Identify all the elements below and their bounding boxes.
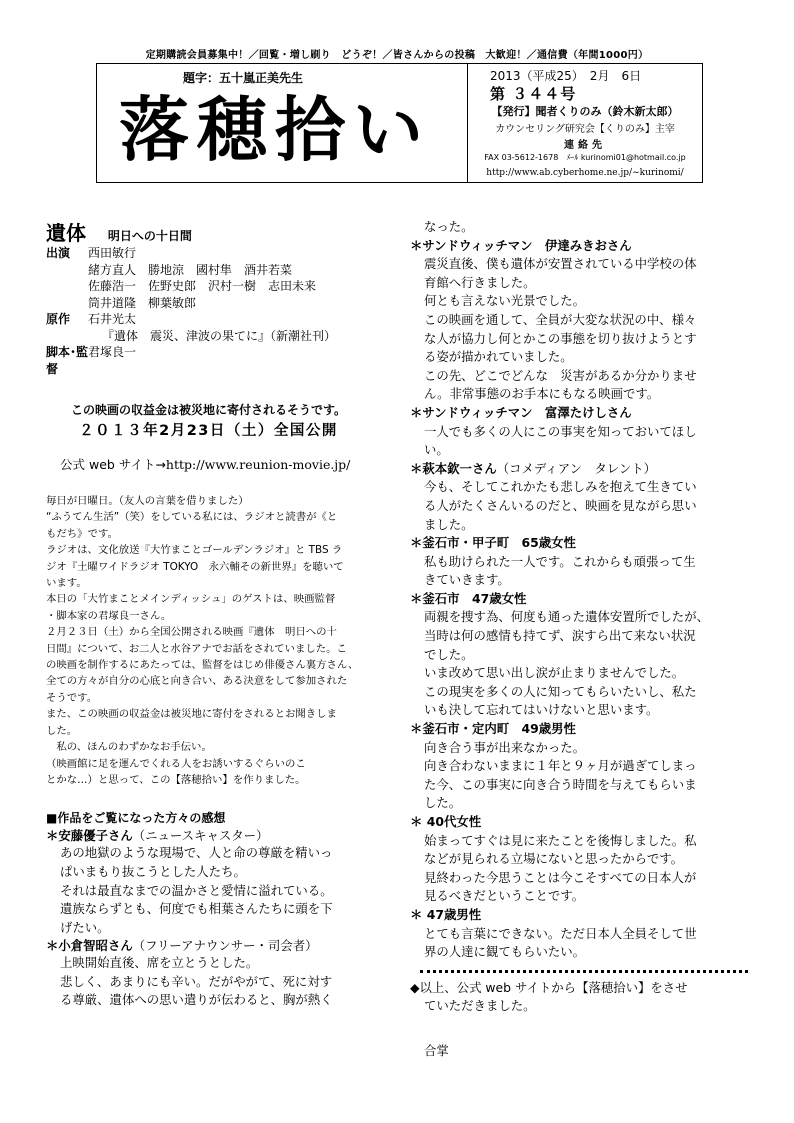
body-line: した。 — [46, 724, 78, 737]
review-line: い。 — [424, 442, 449, 458]
body-line: そうです。 — [46, 691, 98, 704]
review-line: 私も助けられた一人です。これからも頑張って生 — [424, 553, 696, 569]
review-line: 震災直後、僕も遺体が安置されている中学校の体 — [424, 256, 697, 272]
credit-value: 君塚良一 — [88, 345, 137, 359]
body-line: “ふうてん生活”（笑）をしている私には、ラジオと読書が《と — [46, 511, 338, 524]
body-line: （映画館に足を運んでくれる人をお誘いするぐらいのこ — [46, 757, 306, 770]
credits — [46, 245, 371, 377]
credit-row — [46, 344, 371, 377]
masthead-info-panel — [468, 64, 702, 182]
reviewer-role: （ニュースキャスター） — [132, 828, 269, 844]
reviewer-label: ＊釜石市・定内町 49歳男性 — [410, 721, 576, 737]
section-heading: ■作品をご覧になった方々の感想 — [46, 811, 226, 826]
credit-value: 筒井道隆 柳葉敏郎 — [88, 295, 197, 310]
review-line: などが見られる立場にないと思ったからです。 — [424, 851, 684, 867]
reviewer-label: ＊萩本欽一さん — [410, 460, 497, 476]
review-line: きていきます。 — [424, 572, 510, 588]
credit-key — [46, 295, 88, 312]
review-line: 一人でも多くの人にこの事実を知っておいてほし — [424, 423, 697, 439]
masthead — [96, 63, 703, 183]
reviewer-name — [410, 813, 750, 832]
credit-value: 緒方直人 勝地涼 國村隼 酒井若菜 — [88, 262, 293, 277]
dotted-divider — [420, 970, 748, 973]
review-line: いも決して忘れてはいけないと思います。 — [424, 702, 659, 718]
fax-email: FAX 03-5612-1678 ﾒｰﾙ kurinomi01@hotmail.co.jp — [484, 153, 686, 162]
review-line: この先、どこでどんな 災害があるか分かりませ — [424, 367, 697, 383]
body-line: 私の、ほんのわずかなお手伝い。 — [46, 741, 212, 754]
credit-row — [46, 295, 371, 312]
review-line: 悲しく、あまりにも辛い。だがやがて、死に対す — [60, 973, 333, 989]
credit-row — [46, 278, 371, 295]
official-site-url[interactable]: http://www.reunion-movie.jp/ — [165, 457, 351, 472]
body-line: 日間』について、お二人と水谷アナでお話をされていました。こ — [46, 642, 347, 655]
body-line: ラジオは、文化放送『大竹まことゴールデンラジオ』と TBS ラ — [46, 544, 343, 557]
reviewer-name — [410, 404, 750, 423]
newsletter-logo: 落穂拾い — [119, 88, 431, 171]
reviewer-label: ＊安藤優子さん — [46, 828, 133, 844]
body-line: もだち》です。 — [46, 527, 118, 540]
left-reviews — [46, 827, 371, 1010]
review-line: な人が協力し何とかこの事態を切り抜けようとす — [424, 330, 697, 346]
reviewer-name — [410, 720, 750, 739]
review-line: 今も、そしてこれかたも悲しみを抱えて生きてい — [424, 479, 697, 495]
review-line: した。 — [424, 795, 462, 811]
review-line: た今、この事実に向き合う時間を与えてもらいま — [424, 776, 697, 792]
review-line: それは最直なまでの温かさと愛情に溢れている。 — [60, 882, 333, 898]
issue-date: 2013（平成25） 2月 6日 — [490, 69, 642, 83]
body-line: とかな…）と思って、この【落穂拾い】を作りました。 — [46, 773, 306, 786]
publisher: 【発行】聞者くりのみ（鈴木新太郎） — [491, 105, 679, 118]
body-line: ジオ『土曜ワイドラジオ TOKYO 永六輔その新世界』を聴いて — [46, 560, 344, 573]
credit-key: 原作 — [46, 312, 71, 326]
reviewer-role: （フリーアナウンサー・司会者） — [132, 938, 318, 954]
credit-row — [46, 328, 371, 345]
review-line: 向き合わないままに１年と９ヶ月が過ぎてしまっ — [424, 758, 697, 774]
organization: カウンセリング研究会【くりのみ】主宰 — [495, 124, 675, 135]
reviewer-label: ＊ 47歳男性 — [410, 906, 482, 922]
review-line: 何とも言えない光景でした。 — [424, 293, 586, 309]
review-line: 上映開始直後、席を立とうとした。 — [60, 955, 259, 971]
credit-value: 西田敏行 — [88, 246, 137, 260]
review-line: この現実を多くの人に知ってもらいたいし、私た — [424, 683, 697, 699]
credit-row — [46, 262, 371, 279]
credit-row — [46, 245, 371, 262]
reviewer-label: ＊小倉智昭さん — [46, 938, 133, 954]
review-line: る人がたくさんいるのだと、映画を見ながら思い — [424, 497, 697, 513]
review-line: る尊厳、遺体への思い遣りが伝わると、胸が熱く — [60, 992, 333, 1008]
reviewer-name — [410, 460, 750, 479]
credit-value: 佐藤浩一 佐野史郎 沢村一樹 志田未来 — [88, 279, 317, 293]
closing-note — [410, 979, 750, 1016]
review-line: 両親を捜す為、何度も通った遺体安置所でしたが、 — [424, 609, 709, 625]
left-column — [46, 221, 371, 1010]
review-line: 当時は何の感情も持てず、涙すら出て来ない状況 — [424, 628, 696, 644]
review-line: この映画を通して、全員が大変な状況の中、様々 — [424, 311, 697, 327]
body-line: います。 — [46, 577, 87, 590]
masthead-logo-panel — [97, 64, 468, 182]
right-reviews — [410, 237, 750, 962]
sign-off: 合掌 — [424, 1042, 449, 1058]
review-line: げたい。 — [60, 919, 110, 935]
reviewer-label: ＊釜石市 47歳女性 — [410, 590, 527, 606]
official-site-label: 公式 web サイト→ — [60, 457, 166, 472]
review-line: 始まってすぐは見に来たことを後悔しました。私 — [424, 832, 697, 848]
reviewer-name — [410, 534, 750, 553]
right-column — [410, 218, 750, 1061]
article-subtitle: 明日への十日間 — [107, 229, 192, 243]
reviewer-name — [410, 590, 750, 609]
closing-line: ◆以上、公式 web サイトから【落穂拾い】をさせ — [410, 979, 688, 995]
credit-key — [46, 278, 88, 295]
official-site-line — [46, 456, 371, 473]
issue-number: 第 ３４４号 — [490, 85, 577, 103]
review-line: 遺族ならずとも、何度でも相葉さんたちに頭を下 — [60, 901, 333, 917]
credit-key — [46, 328, 88, 345]
review-line: る姿が描かれていました。 — [424, 349, 573, 365]
title-calligrapher: 題字：五十嵐正美先生 — [183, 71, 304, 85]
donation-notice: この映画の収益金は被災地に寄付されるそうです。 — [70, 403, 347, 417]
credit-key: 脚本･監督 — [46, 345, 89, 376]
review-line: 見終わった今思うことは今こそすべての日本人が — [424, 869, 697, 885]
reviewer-label: ＊ 40代女性 — [410, 814, 482, 829]
subscription-note: 定期購読会員募集中！／回覧・増し刷り どうぞ！／皆さんからの投稿 大歓迎！／通信費（年間1000円） — [145, 50, 649, 61]
body-line: ２月２３日（土）から全国公開される映画『遺体 明日への十 — [46, 626, 337, 639]
credit-key — [46, 262, 88, 279]
review-line: でした。 — [424, 646, 474, 662]
review-line: 育館へ行きました。 — [424, 274, 536, 290]
review-line: 向き合う事が出来なかった。 — [424, 739, 586, 755]
review-line: ました。 — [424, 516, 474, 532]
reviewer-label: ＊サンドウィッチマン 富澤たけしさん — [410, 404, 632, 420]
reviewer-name — [46, 937, 371, 954]
reviewer-label: ＊釜石市・甲子町 65歳女性 — [410, 535, 576, 551]
article-body — [46, 493, 371, 788]
reviewer-name — [410, 906, 750, 925]
article-title: 遺体 — [46, 221, 86, 245]
body-line: 本日の「大竹まことメインディッシュ」のゲストは、映画監督 — [46, 593, 336, 606]
body-line: の映画を制作するにあたっては、監督をはじめ俳優さん裏方さん、 — [46, 659, 359, 672]
body-line: ・脚本家の君塚良一さん。 — [46, 609, 172, 622]
reviewer-name — [46, 827, 371, 844]
credit-key: 出演 — [46, 246, 71, 260]
reviewer-role: （コメディアン タレント） — [496, 460, 657, 476]
credit-row — [46, 311, 371, 328]
article-title-row — [46, 221, 371, 245]
website-url[interactable]: http://www.ab.cyberhome.ne.jp/~kurinomi/ — [486, 168, 684, 178]
review-line: ん。非常事態のお手本にもなる映画です。 — [424, 386, 660, 402]
review-line: 界の人達に観てもらいたい。 — [424, 944, 586, 960]
release-date-notice: ２０１３年2月23日（土）全国公開 — [79, 423, 338, 439]
credit-value: 『遺体 震災、津波の果てに』（新潮社刊） — [102, 328, 337, 343]
review-line: 見るべきだということです。 — [424, 888, 585, 904]
review-line: ぱいまもり抜こうとした人たち。 — [60, 863, 246, 879]
review-line: あの地獄のような現場で、人と命の尊厳を精いっ — [60, 845, 333, 861]
body-line: 全ての方々が自分の心底と向き合い、ある決意をして参加された — [46, 675, 348, 688]
review-continuation: なった。 — [424, 219, 474, 234]
review-line: いま改めて思い出し涙が止まりませんでした。 — [424, 665, 685, 681]
credit-value: 石井光太 — [88, 312, 137, 326]
contact-label: 連絡先 — [564, 140, 606, 151]
reviewer-label: ＊サンドウィッチマン 伊達みきおさん — [410, 237, 632, 253]
body-line: また、この映画の収益金は被災地に寄付をされるとお聞きしま — [46, 708, 337, 721]
review-line: とても言葉にできない。ただ日本人全員そして世 — [424, 925, 697, 941]
reviewer-name — [410, 237, 750, 256]
body-line: 毎日が日曜日。（友人の言葉を借りました） — [46, 495, 249, 507]
closing-line: ていただきました。 — [424, 998, 536, 1014]
